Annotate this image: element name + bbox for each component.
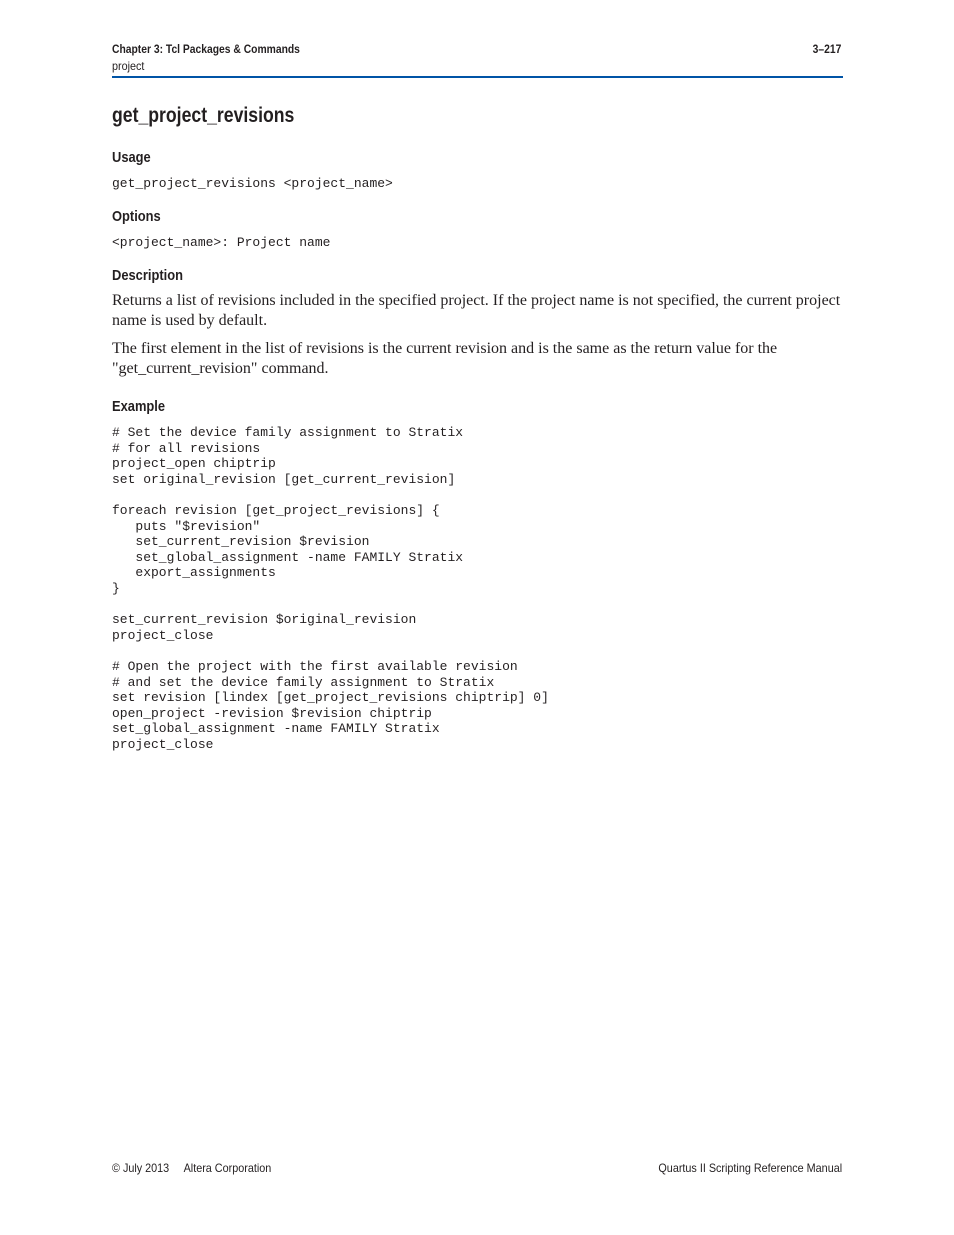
example-code: # Set the device family assignment to Stratix # for all revisions project_open chiptrip set original_revision [get_current_revision] foreach revision [get_project_revisions] { puts "$revision" set_current_revision $revision set_global_assignment -name FAMILY Stratix export_assignments } set_current_revision $original_revision project_close # Open the project with the first available revision # and set the device family assignment to Stratix set revision [lindex [get_project_revisions chiptrip] 0] open_project -revision $revision chiptrip set_global_assignment -name FAMILY Stratix project_close — [112, 425, 549, 752]
chapter-title: Chapter 3: Tcl Packages & Commands — [112, 42, 300, 56]
page-header — [112, 42, 843, 78]
options-code: <project_name>: Project name — [112, 235, 331, 250]
description-paragraph-1: Returns a list of revisions included in the specified project. If the project name is not specified, the current project name is used by default. — [112, 292, 841, 329]
description-paragraph-2: The first element in the list of revisions is the current revision and is the same as the return value for the "get_current_revision" command. — [112, 340, 778, 377]
footer-company: Altera Corporation — [183, 1161, 272, 1175]
footer-manual-title: Quartus II Scripting Reference Manual — [658, 1161, 842, 1175]
page-footer-left — [112, 1161, 271, 1175]
page-number: 3–217 — [812, 42, 841, 56]
usage-code: get_project_revisions <project_name> — [112, 176, 393, 191]
description-heading: Description — [112, 267, 183, 284]
section-name: project — [112, 59, 145, 73]
example-heading: Example — [112, 398, 166, 415]
page-title: get_project_revisions — [112, 104, 295, 127]
options-heading: Options — [112, 208, 161, 225]
usage-heading: Usage — [112, 149, 151, 166]
footer-date: © July 2013 — [112, 1161, 170, 1175]
header-divider — [112, 76, 843, 78]
